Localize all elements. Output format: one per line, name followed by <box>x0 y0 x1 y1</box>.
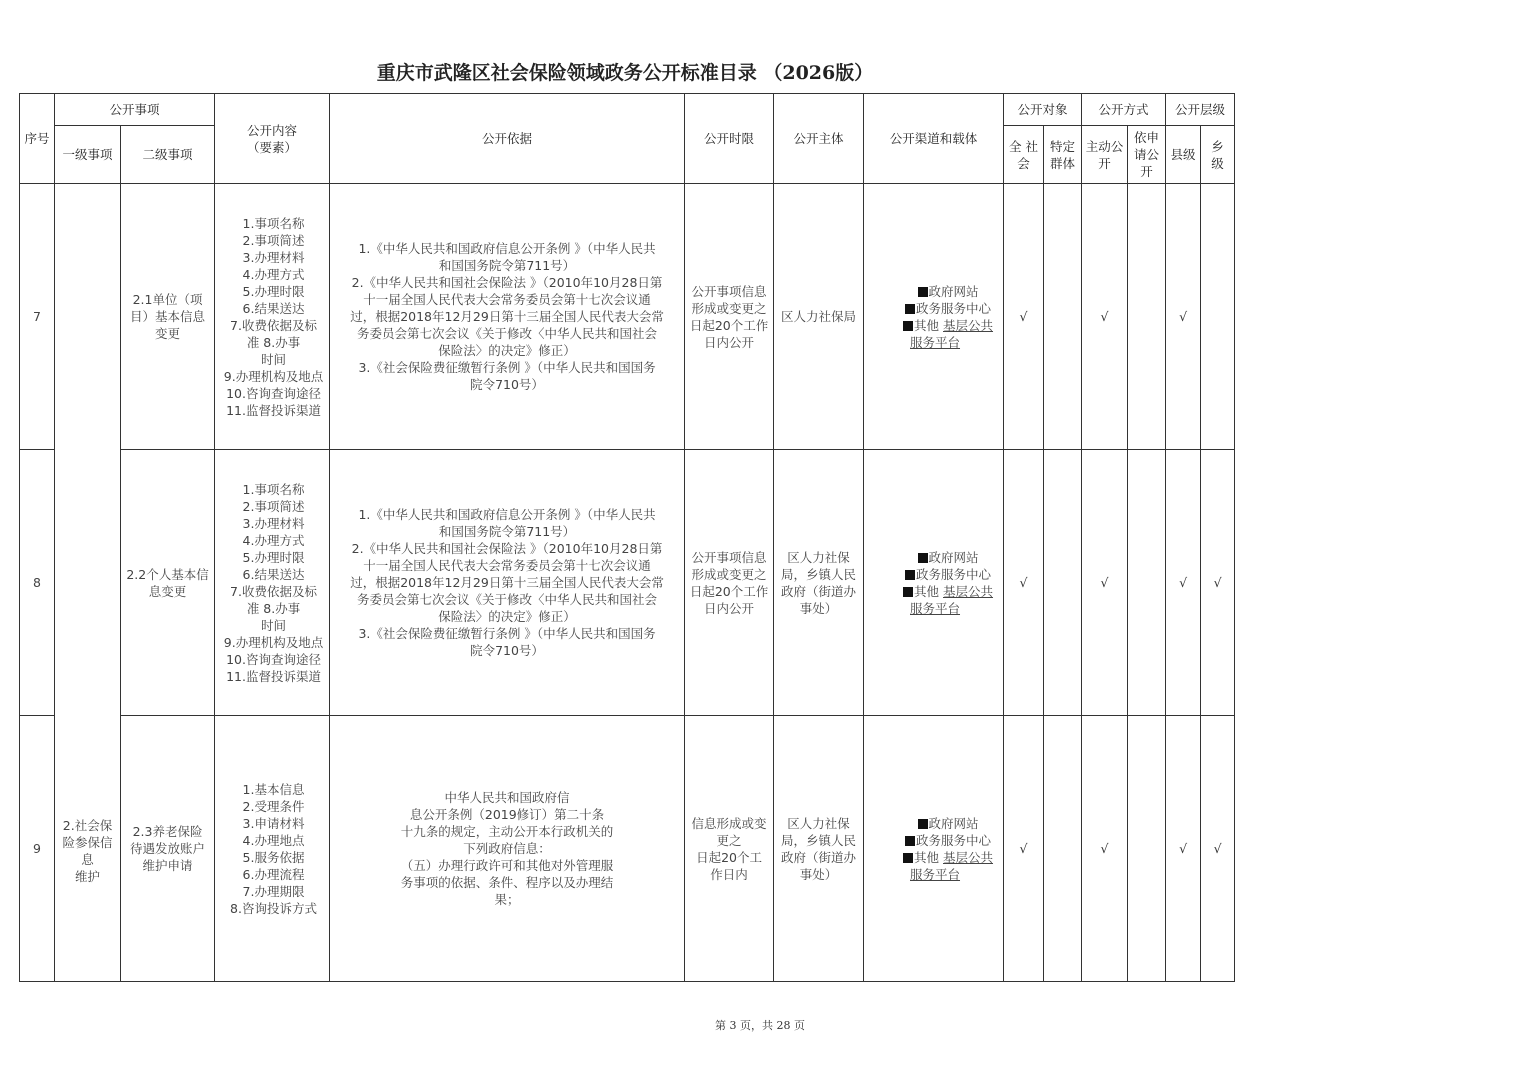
channel-service-center: 政务服务中心 <box>916 566 992 582</box>
target-specific-check <box>1044 450 1082 716</box>
checked-box-icon <box>918 287 928 297</box>
channel-website: 政府网站 <box>928 283 979 299</box>
level2-item: 2.3养老保险 待遇发放账户 维护申请 <box>121 716 215 982</box>
header-target-specific: 特定 群体 <box>1044 126 1082 184</box>
checked-box-icon <box>903 853 913 863</box>
checked-box-icon <box>905 836 915 846</box>
checked-box-icon <box>918 819 928 829</box>
method-apply-check <box>1128 716 1166 982</box>
level2-item: 2.2个人基本信 息变更 <box>121 450 215 716</box>
level-county-check: √ <box>1166 450 1201 716</box>
header-level1: 一级事项 <box>55 126 121 184</box>
header-level-county: 县级 <box>1166 126 1201 184</box>
header-time: 公开时限 <box>685 94 774 184</box>
channel-other-detail-2: 服务平台 <box>910 866 961 882</box>
header-method: 公开方式 <box>1082 94 1166 126</box>
header-basis: 公开依据 <box>330 94 685 184</box>
target-specific-check <box>1044 184 1082 450</box>
content-elements: 1.事项名称 2.事项简述 3.办理材料 4.办理方式 5.办理时限 6.结果送达 7.收费依据及标 准 8.办事 时间 9.办理机构及地点 10.咨询查询途径 11.监督投诉渠道 <box>215 450 330 716</box>
subject: 区人力社保局，乡镇人民政府（街道办事处） <box>774 716 864 982</box>
channel-cell <box>864 450 1004 716</box>
channel-other-detail-2: 服务平台 <box>910 600 961 616</box>
channel-cell <box>864 716 1004 982</box>
content-elements: 1.基本信息 2.受理条件 3.申请材料 4.办理地点 5.服务依据 6.办理流程 7.办理期限 8.咨询投诉方式 <box>215 716 330 982</box>
row-seq: 8 <box>20 450 55 716</box>
header-subject: 公开主体 <box>774 94 864 184</box>
content-elements: 1.事项名称 2.事项简述 3.办理材料 4.办理方式 5.办理时限 6.结果送达 7.收费依据及标 准 8.办事 时间 9.办理机构及地点 10.咨询查询途径 11.监督投诉渠道 <box>215 184 330 450</box>
header-target-all: 全 社 会 <box>1004 126 1044 184</box>
level-town-check: √ <box>1201 716 1235 982</box>
method-apply-check <box>1128 184 1166 450</box>
catalog-table <box>19 93 1235 982</box>
level1-item: 2.社会保 险参保信 息 维护 <box>55 184 121 982</box>
channel-other-detail-2: 服务平台 <box>910 334 961 350</box>
table-row <box>20 450 1235 716</box>
method-active-check: √ <box>1082 716 1128 982</box>
header-method-active: 主动公 开 <box>1082 126 1128 184</box>
basis-text: 1.《中华人民共和国政府信息公开条例 》（中华人民共 和国国务院令第711号） 2.《中华人民共和国社会保险法 》（2010年10月28日第 十一届全国人民代表大会常务委员会第十七次会议通 过，根据2018年12月29日第十三届全国人民代表大会常 务委员会第七次会议《关于修改〈中华人民共和国社会 保险法〉的决定》修正） 3.《社会保险费征缴暂行条例 》（中华人民共和国国务 院令710号） <box>330 450 685 716</box>
time-limit: 公开事项信息形成或变更之日起20个工作日内公开 <box>685 184 774 450</box>
channel-website: 政府网站 <box>928 815 979 831</box>
channel-other: 其他 <box>914 317 940 333</box>
header-method-apply: 依申 请公 开 <box>1128 126 1166 184</box>
channel-other: 其他 <box>914 849 940 865</box>
checked-box-icon <box>903 321 913 331</box>
checked-box-icon <box>905 304 915 314</box>
target-all-check: √ <box>1004 450 1044 716</box>
time-limit: 信息形成或变更之 日起20个工 作日内 <box>685 716 774 982</box>
level-town-check <box>1201 184 1235 450</box>
header-items: 公开事项 <box>55 94 215 126</box>
header-target: 公开对象 <box>1004 94 1082 126</box>
header-seq: 序号 <box>20 94 55 184</box>
level-county-check: √ <box>1166 716 1201 982</box>
checked-box-icon <box>905 570 915 580</box>
channel-other: 其他 <box>914 583 940 599</box>
channel-cell <box>864 184 1004 450</box>
channel-service-center: 政务服务中心 <box>916 832 992 848</box>
table-row <box>20 184 1235 450</box>
time-limit: 公开事项信息形成或变更之日起20个工作日内公开 <box>685 450 774 716</box>
header-level: 公开层级 <box>1166 94 1235 126</box>
channel-service-center: 政务服务中心 <box>916 300 992 316</box>
header-level-town: 乡 级 <box>1201 126 1235 184</box>
page-footer: 第 3 页，共 28 页 <box>715 1019 805 1032</box>
target-all-check: √ <box>1004 184 1044 450</box>
channel-website: 政府网站 <box>928 549 979 565</box>
header-channel: 公开渠道和载体 <box>864 94 1004 184</box>
method-active-check: √ <box>1082 450 1128 716</box>
table-row <box>20 716 1235 982</box>
target-specific-check <box>1044 716 1082 982</box>
subject: 区人力社保局 <box>774 184 864 450</box>
header-content: 公开内容 （要素） <box>215 94 330 184</box>
row-seq: 7 <box>20 184 55 450</box>
subject: 区人力社保局，乡镇人民政府（街道办事处） <box>774 450 864 716</box>
checked-box-icon <box>918 553 928 563</box>
checked-box-icon <box>903 587 913 597</box>
level-county-check: √ <box>1166 184 1201 450</box>
level-town-check: √ <box>1201 450 1235 716</box>
method-apply-check <box>1128 450 1166 716</box>
method-active-check: √ <box>1082 184 1128 450</box>
channel-other-detail: 基层公共 <box>943 583 994 599</box>
page-title: 重庆市武隆区社会保险领域政务公开标准目录 （2026版） <box>376 62 874 84</box>
channel-other-detail: 基层公共 <box>943 317 994 333</box>
level2-item: 2.1单位（项 目）基本信息 变更 <box>121 184 215 450</box>
row-seq: 9 <box>20 716 55 982</box>
target-all-check: √ <box>1004 716 1044 982</box>
header-level2: 二级事项 <box>121 126 215 184</box>
basis-text: 中华人民共和国政府信 息公开条例（2019修订）第二十条 十九条的规定，主动公开本行政机关的 下列政府信息： （五）办理行政许可和其他对外管理服 务事项的依据、条件、程序以及办理结 果； <box>330 716 685 982</box>
channel-other-detail: 基层公共 <box>943 849 994 865</box>
basis-text: 1.《中华人民共和国政府信息公开条例 》（中华人民共 和国国务院令第711号） 2.《中华人民共和国社会保险法 》（2010年10月28日第 十一届全国人民代表大会常务委员会第十七次会议通 过，根据2018年12月29日第十三届全国人民代表大会常 务委员会第七次会议《关于修改〈中华人民共和国社会 保险法〉的决定》修正） 3.《社会保险费征缴暂行条例 》（中华人民共和国国务 院令710号） <box>330 184 685 450</box>
